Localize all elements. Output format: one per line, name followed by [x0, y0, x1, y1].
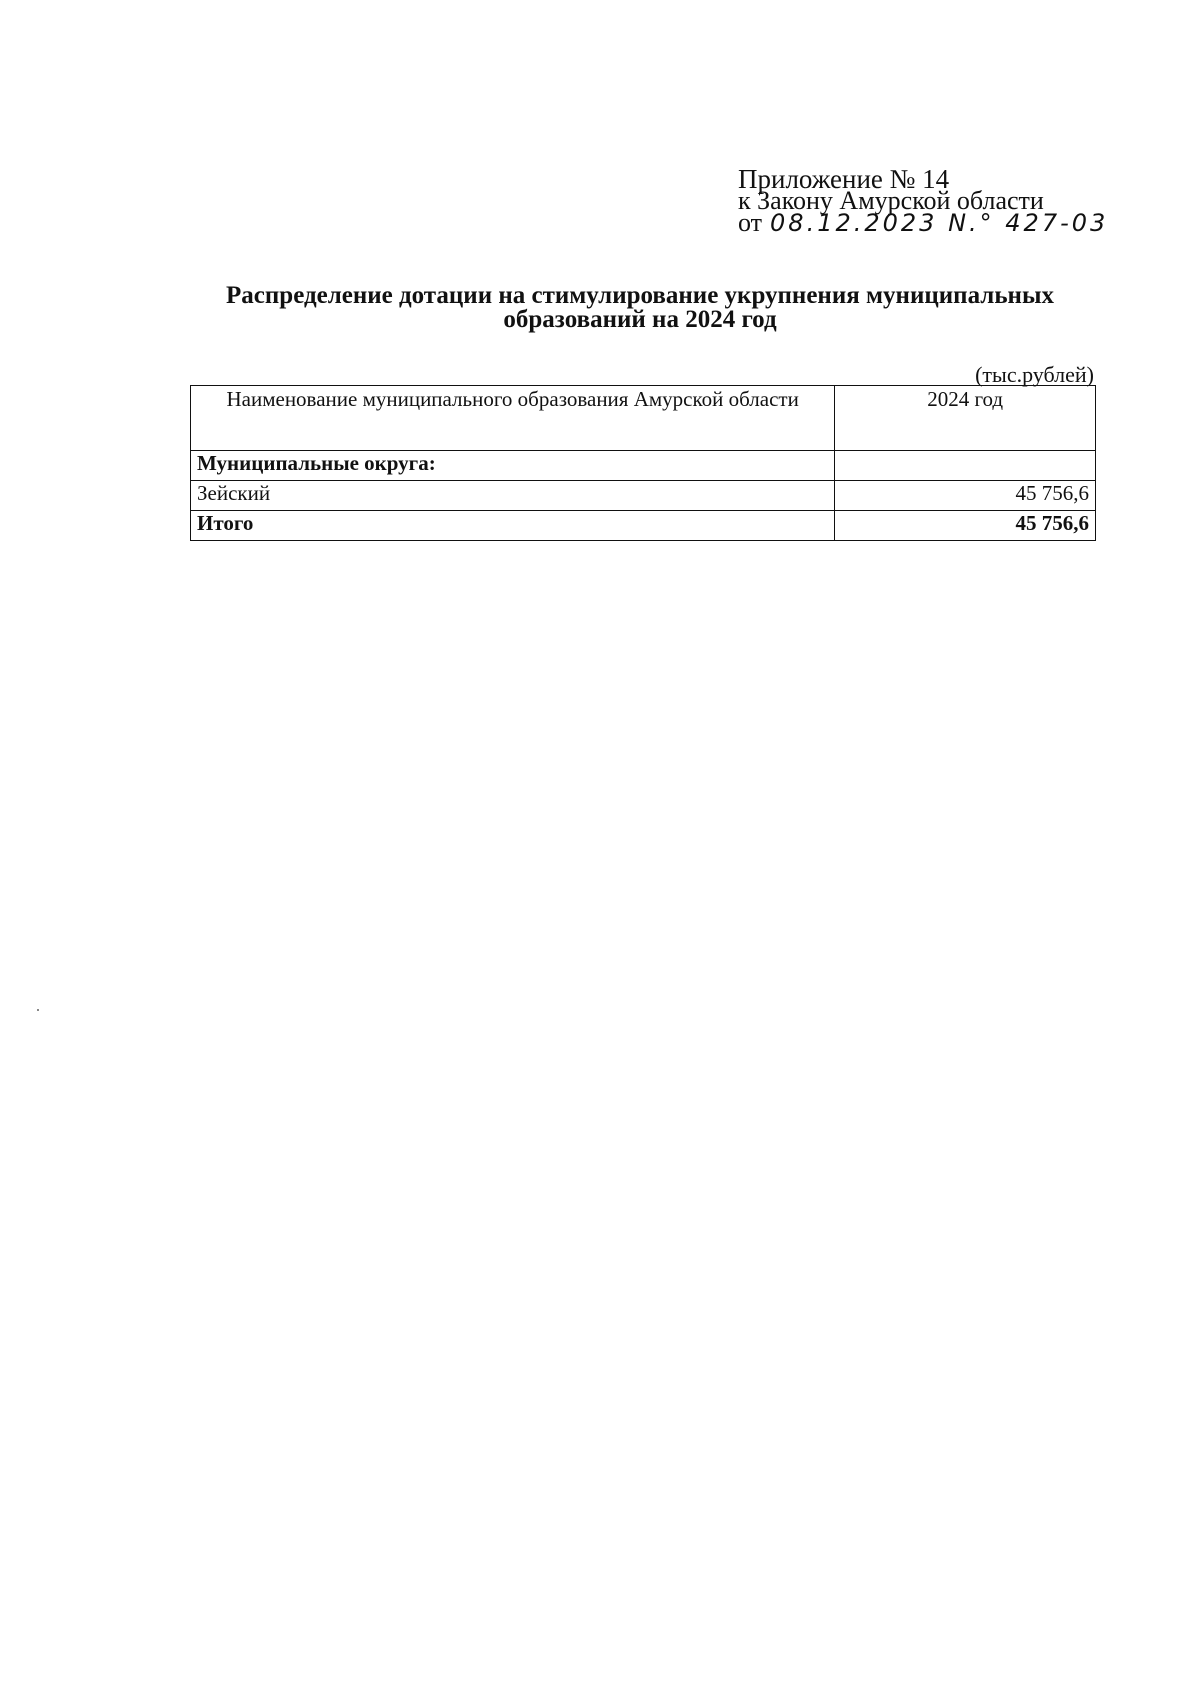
section-row: [191, 451, 1096, 481]
total-row: [191, 511, 1096, 541]
row-municipality-name: Зейский: [191, 481, 835, 511]
appendix-header: [738, 164, 1109, 237]
section-value-cell: [835, 451, 1096, 481]
document-title: [190, 284, 1090, 332]
appendix-number: Приложение № 14: [738, 164, 950, 194]
appendix-date-line: [738, 208, 1109, 237]
distribution-table: [190, 385, 1096, 541]
total-label: Итого: [191, 511, 835, 541]
handwritten-date-number: 08.12.2023 N.° 427-03: [770, 209, 1109, 237]
title-line-2: образований на 2024 год: [503, 306, 777, 333]
header-year: 2024 год: [835, 386, 1096, 451]
section-label: Муниципальные округа:: [191, 451, 835, 481]
total-value: 45 756,6: [835, 511, 1096, 541]
table-header-row: [191, 386, 1096, 451]
appendix-date-prefix: от: [738, 208, 763, 237]
row-value: 45 756,6: [835, 481, 1096, 511]
title-line-1: Распределение дотации на стимулирование укрупнения муниципальных: [226, 282, 1054, 309]
table-row: [191, 481, 1096, 511]
units-label: (тыс.рублей): [975, 362, 1094, 387]
header-municipality-name: Наименование муниципального образования Амурской области: [191, 386, 835, 451]
appendix-law-reference: к Закону Амурской области: [738, 186, 1044, 215]
scan-speck: [37, 1009, 39, 1011]
